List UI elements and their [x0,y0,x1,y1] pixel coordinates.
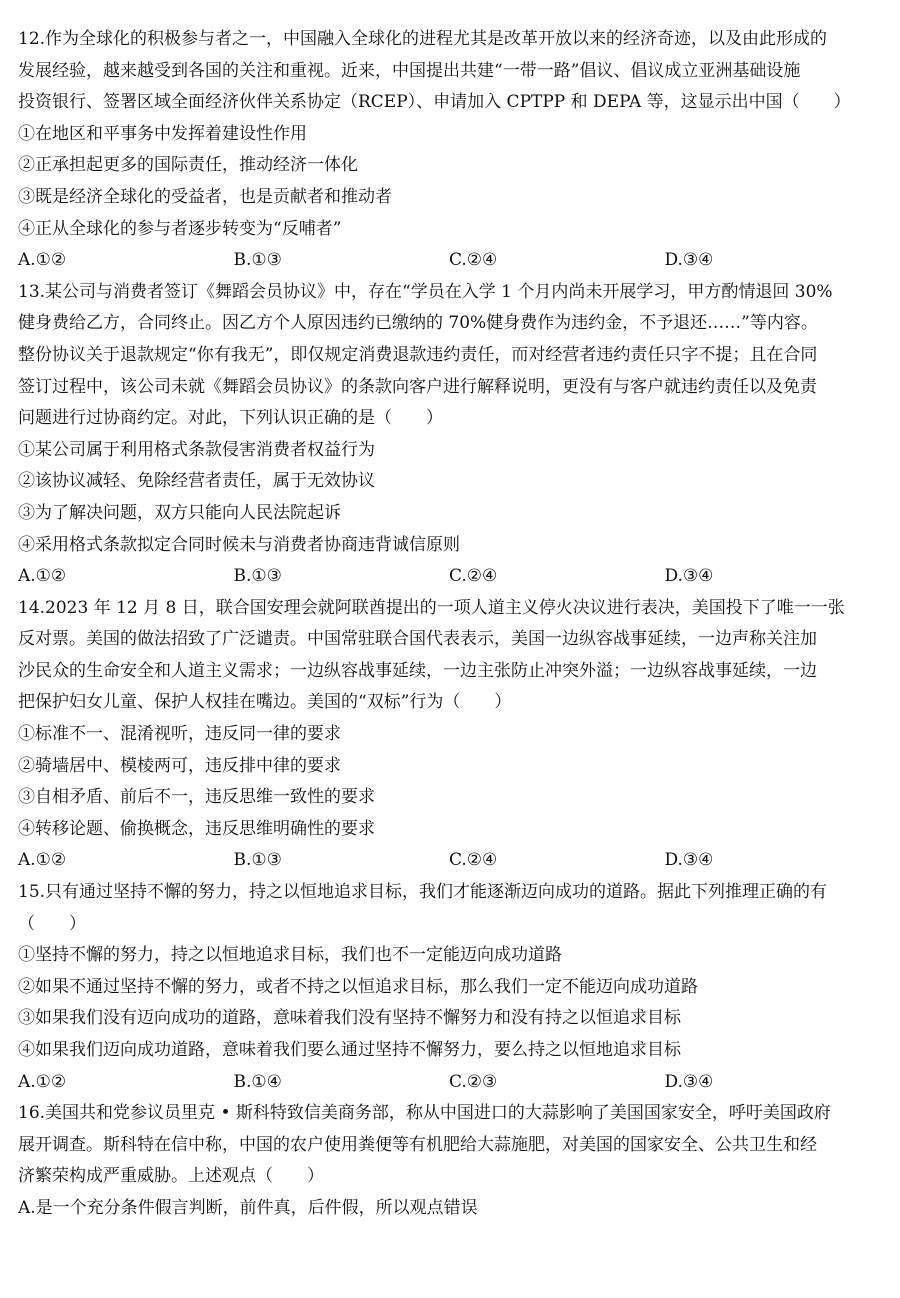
question-16 [18,1098,880,1224]
question-15 [18,877,880,1098]
choice-d[interactable]: D.③④ [664,1071,714,1092]
statement-1: ①在地区和平事务中发挥着建设性作用 [18,123,307,144]
answer-choices [18,245,880,277]
question-stem-line: 沙民众的生命安全和人道主义需求；一边纵容战事延续，一边主张防止冲突外溢；一边纵容战事延续，一边 [18,660,817,681]
answer-choices [18,1067,880,1099]
choice-b[interactable]: B.①③ [233,250,282,271]
choice-d[interactable]: D.③④ [664,250,714,271]
choice-c[interactable]: C.②④ [449,566,498,587]
question-stem-line: 济繁荣构成严重威胁。上述观点（ ） [18,1166,324,1187]
question-stem-line: 发展经验，越来越受到各国的关注和重视。近来，中国提出共建“一带一路”倡议、倡议成立亚洲基础设施 [18,60,801,81]
choice-c[interactable]: C.②④ [449,850,498,871]
choice-b[interactable]: B.①③ [233,566,282,587]
question-stem-line: 15.只有通过坚持不懈的努力，持之以恒地追求目标，我们才能逐渐迈向成功的道路。据此下列推理正确的有 [18,882,828,903]
question-stem-line: 14.2023 年 12 月 8 日，联合国安理会就阿联酋提出的一项人道主义停火决议进行表决，美国投下了唯一一张 [18,597,845,618]
choice-a[interactable]: A.①② [18,566,67,587]
question-stem-line: 把保护妇女儿童、保护人权挂在嘴边。美国的“双标”行为（ ） [18,692,512,713]
question-stem-line: 展开调查。斯科特在信中称，中国的农户使用粪便等有机肥给大蒜施肥，对美国的国家安全、公共卫生和经 [18,1134,817,1155]
question-stem-line: 13.某公司与消费者签订《舞蹈会员协议》中，存在“学员在入学 1 个月内尚未开展学习，甲方酌情退回 30% [18,281,833,302]
choice-b[interactable]: B.①③ [233,850,282,871]
statement-2: ②正承担起更多的国际责任，推动经济一体化 [18,155,358,176]
question-stem-line: 12.作为全球化的积极参与者之一，中国融入全球化的进程尤其是改革开放以来的经济奇迹，以及由此形成的 [18,29,828,49]
question-stem-line: 健身费给乙方，合同终止。因乙方个人原因违约已缴纳的 70%健身费作为违约金，不予退还……”等内容。 [18,313,818,334]
choice-c[interactable]: C.②③ [449,1071,498,1092]
statement-4: ④采用格式条款拟定合同时候未与消费者协商违背诚信原则 [18,534,460,555]
question-12 [18,24,880,277]
choice-d[interactable]: D.③④ [664,850,714,871]
choice-a[interactable]: A.①② [18,1071,67,1092]
question-stem-line: 整份协议关于退款规定“你有我无”，即仅规定消费退款违约责任，而对经营者违约责任只字不提；且在合同 [18,344,818,365]
choice-b[interactable]: B.①④ [233,1071,282,1092]
statement-3: ③自相矛盾、前后不一，违反思维一致性的要求 [18,787,375,808]
statement-4: ④转移论题、偷换概念，违反思维明确性的要求 [18,818,375,839]
statement-2: ②该协议减轻、免除经营者责任，属于无效协议 [18,471,375,492]
statement-3: ③为了解决问题，双方只能向人民法院起诉 [18,502,341,523]
statement-4: ④如果我们迈向成功道路，意味着我们要么通过坚持不懈努力，要么持之以恒地追求目标 [18,1040,681,1060]
statement-2: ②骑墙居中、模棱两可，违反排中律的要求 [18,755,341,776]
statement-3: ③如果我们没有迈向成功的道路，意味着我们没有坚持不懈努力和没有持之以恒追求目标 [18,1008,681,1029]
statement-3: ③既是经济全球化的受益者，也是贡献者和推动者 [18,186,392,207]
question-stem-line: 签订过程中，该公司未就《舞蹈会员协议》的条款向客户进行解释说明，更没有与客户就违约责任以及免责 [18,376,817,397]
question-stem-line: 反对票。美国的做法招致了广泛谴责。中国常驻联合国代表表示，美国一边纵容战事延续，一边声称关注加 [18,629,817,650]
choice-a[interactable]: A.是一个充分条件假言判断，前件真，后件假，所以观点错误 [18,1197,478,1218]
statement-1: ①标准不一、混淆视听，违反同一律的要求 [18,724,341,745]
answer-choices [18,845,880,877]
statement-1: ①坚持不懈的努力，持之以恒地追求目标，我们也不一定能迈向成功道路 [18,945,562,966]
answer-choices [18,561,880,593]
statement-4: ④正从全球化的参与者逐步转变为“反哺者” [18,218,342,239]
question-13 [18,277,880,593]
choice-c[interactable]: C.②④ [449,250,498,271]
question-stem-line: 问题进行过协商约定。对此，下列认识正确的是（ ） [18,408,443,429]
question-stem-line: 投资银行、签署区域全面经济伙伴关系协定（RCEP）、申请加入 CPTPP 和 DEPA 等，这显示出中国（ ） [18,92,851,113]
choice-a[interactable]: A.①② [18,250,67,271]
question-stem-line: 16.美国共和党参议员里克 • 斯科特致信美商务部，称从中国进口的大蒜影响了美国国家安全，呼吁美国政府 [18,1103,831,1124]
choice-d[interactable]: D.③④ [664,566,714,587]
question-stem-line: （ ） [18,913,86,934]
statement-2: ②如果不通过坚持不懈的努力，或者不持之以恒追求目标，那么我们一定不能迈向成功道路 [18,976,698,997]
question-14 [18,593,880,877]
statement-1: ①某公司属于利用格式条款侵害消费者权益行为 [18,439,375,460]
choice-a[interactable]: A.①② [18,850,67,871]
